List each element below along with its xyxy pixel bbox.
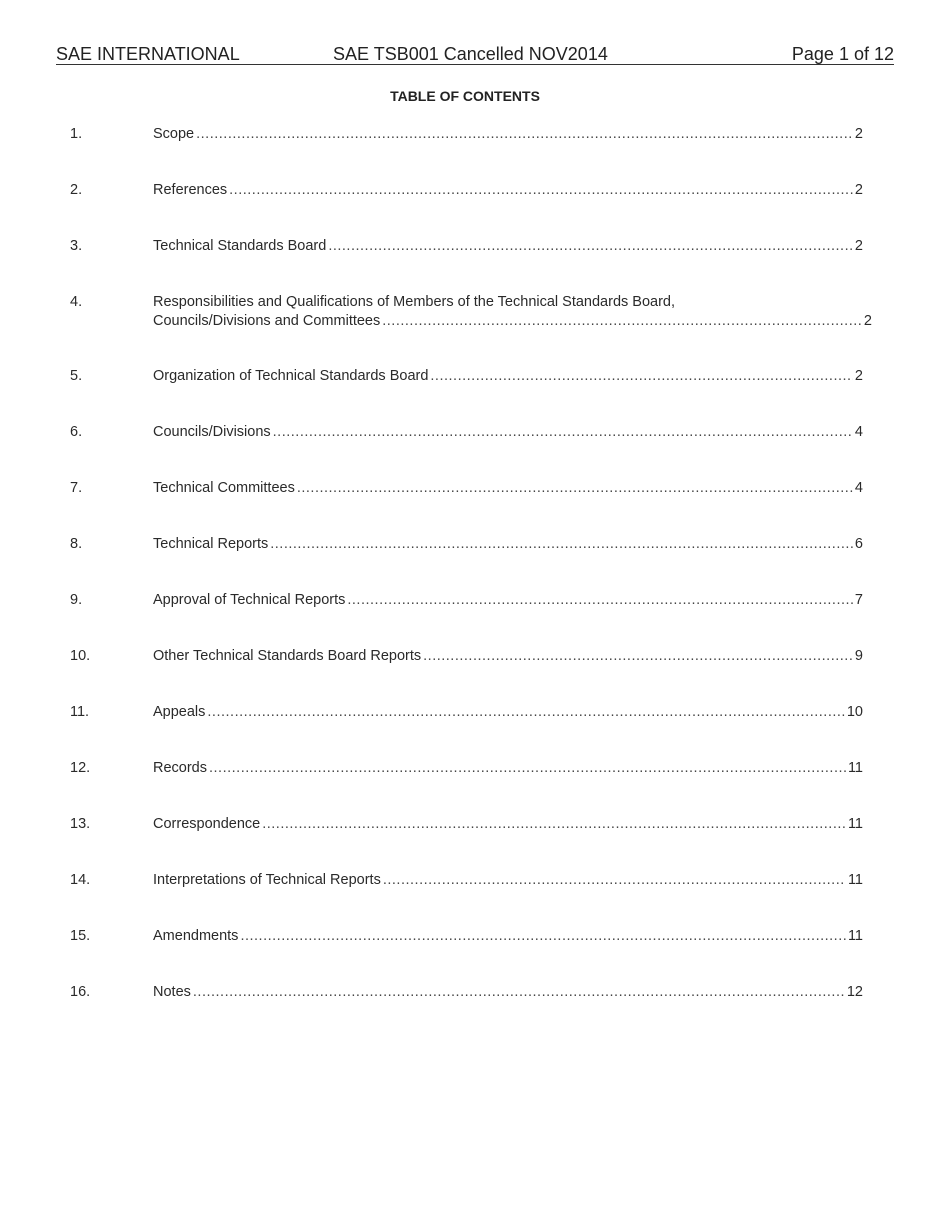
toc-entry-number: 13. bbox=[70, 816, 91, 832]
dot-leader bbox=[262, 815, 846, 834]
dot-leader bbox=[209, 759, 846, 778]
dot-leader bbox=[347, 591, 853, 610]
toc-entry-number: 1. bbox=[70, 126, 83, 142]
toc-entry-number: 7. bbox=[70, 480, 83, 496]
toc-entry-number: 11. bbox=[70, 704, 90, 720]
toc-entry-page: 6 bbox=[854, 536, 863, 552]
toc-entry-number: 2. bbox=[70, 182, 83, 198]
toc-entry-page: 4 bbox=[854, 480, 863, 496]
toc-entry-page: 11 bbox=[847, 928, 863, 944]
toc-entry-title: Appeals bbox=[153, 704, 206, 720]
toc-entry-number: 8. bbox=[70, 536, 83, 552]
toc-entry-page: 2 bbox=[854, 182, 863, 198]
dot-leader bbox=[196, 125, 853, 144]
toc-entry-page: 2 bbox=[863, 313, 872, 329]
toc-entry-title: Technical Committees bbox=[153, 480, 295, 496]
toc-entry-page: 11 bbox=[847, 760, 863, 776]
toc-entry-page: 2 bbox=[854, 126, 863, 142]
header-organization: SAE INTERNATIONAL bbox=[56, 44, 240, 64]
toc-entry-number: 10. bbox=[70, 648, 91, 664]
toc-entry-page: 11 bbox=[847, 816, 863, 832]
toc-entry-number: 5. bbox=[70, 368, 83, 384]
page-header bbox=[56, 44, 894, 65]
dot-leader bbox=[270, 535, 853, 554]
toc-entry-page: 2 bbox=[854, 238, 863, 254]
toc-entry-page: 10 bbox=[846, 704, 863, 720]
toc-entry-page: 9 bbox=[854, 648, 863, 664]
dot-leader bbox=[193, 983, 845, 1002]
toc-entry-title: Councils/Divisions bbox=[153, 424, 271, 440]
dot-leader bbox=[240, 927, 846, 946]
toc-entry-page: 2 bbox=[854, 368, 863, 384]
dot-leader bbox=[297, 479, 853, 498]
dot-leader bbox=[207, 703, 844, 722]
toc-entry-title: Amendments bbox=[153, 928, 239, 944]
toc-entry-title: Councils/Divisions and Committees bbox=[153, 313, 381, 329]
dot-leader bbox=[382, 312, 862, 331]
dot-leader bbox=[229, 181, 853, 200]
toc-entry-page: 11 bbox=[847, 872, 863, 888]
toc-entry-title: Organization of Technical Standards Board bbox=[153, 368, 429, 384]
toc-entry-number: 9. bbox=[70, 592, 83, 608]
header-page-number: Page 1 of 12 bbox=[791, 44, 894, 64]
toc-title: TABLE OF CONTENTS bbox=[390, 88, 540, 104]
toc-entry-title: Approval of Technical Reports bbox=[153, 592, 346, 608]
dot-leader bbox=[273, 423, 853, 442]
dot-leader bbox=[423, 647, 853, 666]
toc-entry-title-line1: Responsibilities and Qualifications of Members of the Technical Standards Board, bbox=[153, 294, 676, 310]
dot-leader bbox=[383, 871, 846, 890]
toc-entry-page: 4 bbox=[854, 424, 863, 440]
toc-entry-title: Records bbox=[153, 760, 207, 776]
header-document-id: SAE TSB001 Cancelled NOV2014 bbox=[333, 44, 608, 64]
toc-entry-number: 4. bbox=[70, 294, 83, 310]
toc-entry-number: 12. bbox=[70, 760, 91, 776]
toc-entry-title: Notes bbox=[153, 984, 191, 1000]
toc-entry-title: Technical Reports bbox=[153, 536, 269, 552]
toc-entry-title: Correspondence bbox=[153, 816, 261, 832]
toc-entry-page: 12 bbox=[846, 984, 863, 1000]
toc-entry-number: 6. bbox=[70, 424, 83, 440]
toc-entry-number: 16. bbox=[70, 984, 91, 1000]
toc-entry-number: 3. bbox=[70, 238, 83, 254]
dot-leader bbox=[430, 367, 853, 386]
toc-entry-title: Technical Standards Board bbox=[153, 238, 327, 254]
toc-entry-title: Scope bbox=[153, 126, 195, 142]
toc-entry-title: Other Technical Standards Board Reports bbox=[153, 648, 422, 664]
toc-entry-number: 15. bbox=[70, 928, 91, 944]
toc-entry-title: Interpretations of Technical Reports bbox=[153, 872, 381, 888]
toc-entry-page: 7 bbox=[854, 592, 863, 608]
toc-entry-title: References bbox=[153, 182, 228, 198]
dot-leader bbox=[328, 237, 853, 256]
toc-entry-number: 14. bbox=[70, 872, 91, 888]
